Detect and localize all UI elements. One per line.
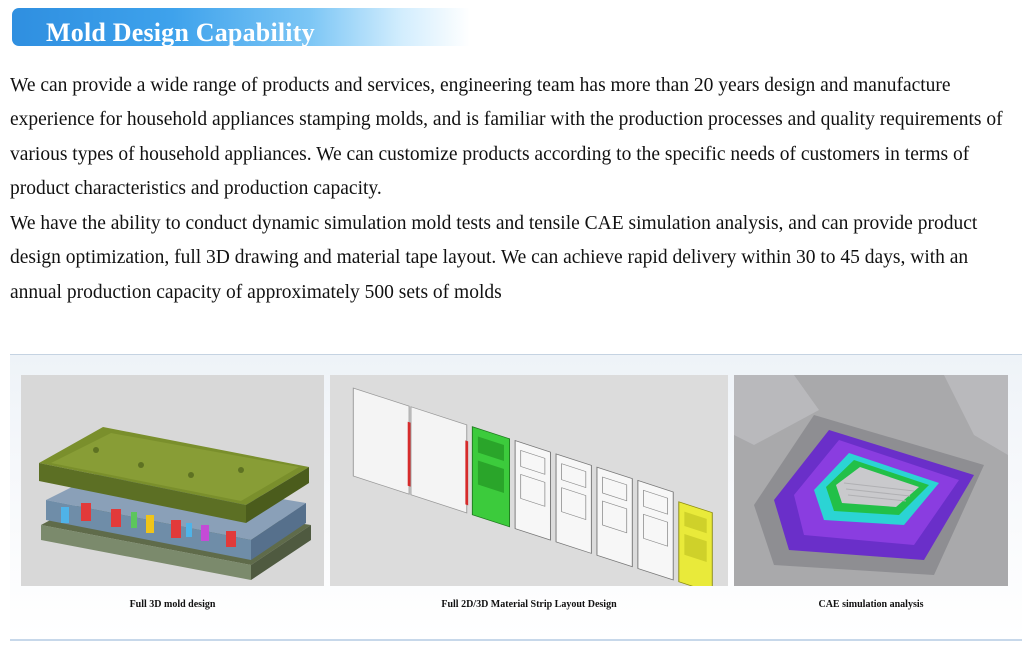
- caption-3d-mold: Full 3D mold design: [129, 599, 216, 610]
- caption-cae-simulation: CAE simulation analysis: [818, 599, 924, 610]
- capability-paragraph: We have the ability to conduct dynamic simulation mold tests and tensile CAE simulation analysis, and can provide product design optimization, full 3D drawing and material tape layout. We can achieve rapid delivery within 30 to 45 days, with an annual production capacity of approximately 500 sets of molds: [10, 213, 978, 303]
- image-gallery: [10, 354, 1022, 641]
- section-title: Mold Design Capability: [46, 18, 315, 47]
- cae-simulation-image: [734, 375, 1008, 586]
- intro-paragraph: We can provide a wide range of products and services, engineering team has more than 20 years design and manufacture experience for household appliances stamping molds, and is familiar with the production processes and quality requirements of various types of household appliances. We can customize products according to the specific needs of customers in terms of product characteristics and production capacity.: [10, 75, 1003, 200]
- strip-layout-image: [330, 375, 728, 586]
- 3d-mold-design-image: [21, 375, 324, 586]
- caption-strip-layout: Full 2D/3D Material Strip Layout Design: [441, 599, 617, 610]
- section-title-banner: [12, 8, 470, 46]
